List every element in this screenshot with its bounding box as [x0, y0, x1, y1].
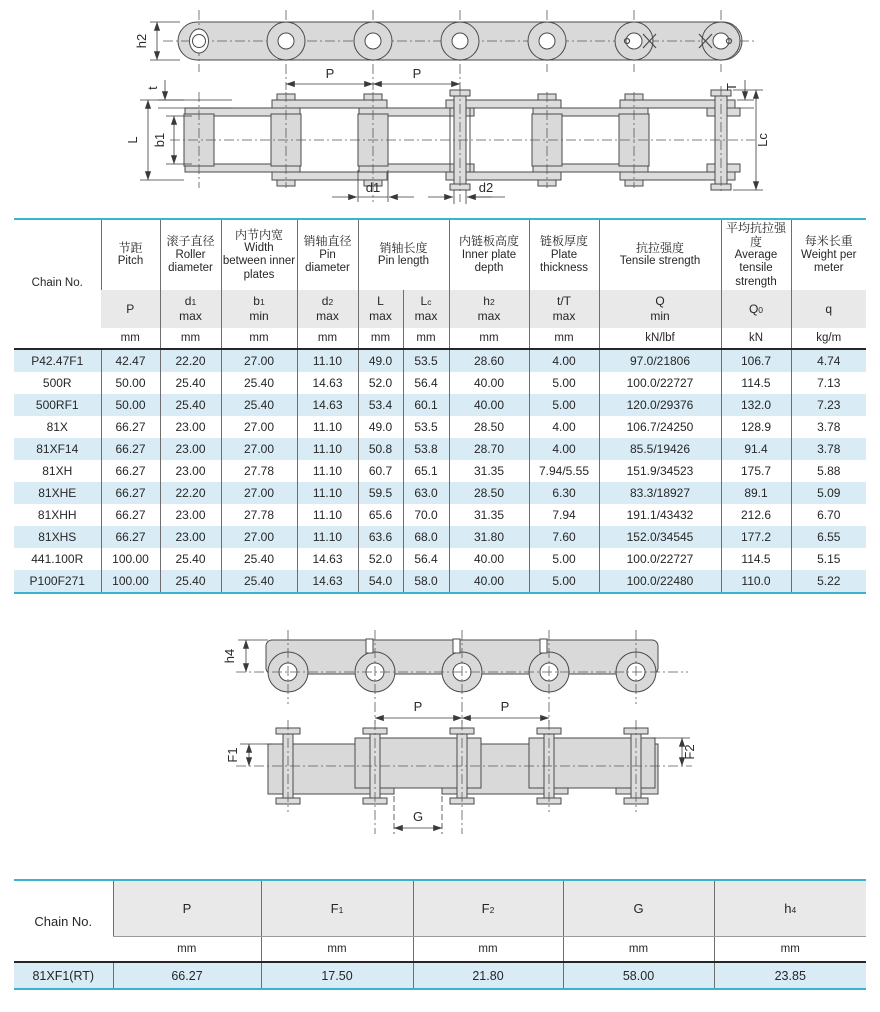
col-header-F2: F2 [413, 880, 563, 937]
value-cell: 28.50 [449, 416, 529, 438]
rt-chain-spec-table [14, 879, 866, 990]
value-cell: 60.7 [358, 460, 403, 482]
value-cell: 5.00 [529, 548, 599, 570]
dim-label-G: G [412, 809, 424, 824]
chain-no-cell: 81XHS [38, 530, 77, 544]
deep-link-chain-drawing [0, 620, 880, 865]
value-cell: 66.27 [101, 482, 160, 504]
value-cell: 25.40 [221, 570, 297, 593]
col-header-weight: 每米长重 Weight per meter [791, 219, 866, 290]
dim-label-L: L [125, 136, 140, 144]
unit-cell: mm [160, 328, 221, 349]
value-cell: 65.6 [358, 504, 403, 526]
value-cell: 31.35 [449, 460, 529, 482]
chain-no-cell: 81XHE [38, 486, 77, 500]
dim-label-p-left: P [325, 66, 335, 81]
col-header-pitch: 节距 Pitch [101, 219, 160, 290]
table-row [14, 416, 866, 438]
value-cell: 25.40 [221, 372, 297, 394]
value-cell: 23.00 [160, 504, 221, 526]
dim-label-t: t [145, 86, 160, 90]
value-cell: 49.0 [358, 349, 403, 372]
sym-b1: b1 min [221, 290, 297, 328]
value-cell: 7.94/5.55 [529, 460, 599, 482]
value-cell: 25.40 [221, 394, 297, 416]
value-cell: 54.0 [358, 570, 403, 593]
value-cell: 152.0/34545 [599, 526, 721, 548]
plan-view [134, 10, 757, 90]
col-header-inner-width: 内节内宽 Width between inner plates [221, 219, 297, 290]
value-cell: 27.00 [221, 438, 297, 460]
value-cell: 5.00 [529, 570, 599, 593]
value-cell: 106.7/24250 [599, 416, 721, 438]
sym-L: L max [358, 290, 403, 328]
unit-cell: mm [563, 937, 714, 963]
value-cell: 25.40 [221, 548, 297, 570]
dim-label-p-right: P [412, 66, 422, 81]
value-cell: 5.00 [529, 372, 599, 394]
chain-no-cell: 441.100R [31, 552, 84, 566]
value-cell: 6.70 [791, 504, 866, 526]
dim-label-Lc: Lc [755, 133, 770, 147]
value-cell: 40.00 [449, 570, 529, 593]
value-cell: 63.6 [358, 526, 403, 548]
dim-label-d2: d2 [478, 180, 494, 195]
value-cell: 177.2 [721, 526, 791, 548]
col-header-chain-no: Chain No. [14, 219, 101, 349]
value-cell: 66.27 [113, 962, 261, 989]
value-cell: 56.4 [403, 372, 449, 394]
value-cell: 50.00 [101, 394, 160, 416]
sym-Q0: Q0 [721, 290, 791, 328]
value-cell: 66.27 [101, 504, 160, 526]
unit-cell: mm [714, 937, 866, 963]
value-cell: 3.78 [791, 416, 866, 438]
value-cell: 66.27 [101, 416, 160, 438]
value-cell: 63.0 [403, 482, 449, 504]
unit-cell: kN/lbf [599, 328, 721, 349]
value-cell: 66.27 [101, 526, 160, 548]
value-cell: 7.60 [529, 526, 599, 548]
value-cell: 68.0 [403, 526, 449, 548]
value-cell: 114.5 [721, 372, 791, 394]
value-cell: 14.63 [297, 548, 358, 570]
col-header-tensile-strength: 抗拉强度 Tensile strength [599, 219, 721, 290]
value-cell: 11.10 [297, 482, 358, 504]
sym-tT: t/T max [529, 290, 599, 328]
value-cell: 27.00 [221, 416, 297, 438]
chain-no-cell: 81XF1(RT) [32, 968, 95, 983]
dim-label-T: T [724, 83, 739, 91]
value-cell: 31.80 [449, 526, 529, 548]
sym-d1: d1 max [160, 290, 221, 328]
dim-label-F2: F2 [682, 744, 697, 760]
value-cell: 50.00 [101, 372, 160, 394]
unit-cell: mm [449, 328, 529, 349]
col-header-average-tensile: 平均抗拉强度 Average tensile strength [721, 219, 791, 290]
value-cell: 100.0/22727 [599, 372, 721, 394]
chain-no-cell: 81X [46, 420, 68, 434]
unit-cell: mm [403, 328, 449, 349]
col-header-G: G [563, 880, 714, 937]
dim-label-h2: h2 [134, 33, 149, 49]
value-cell: 5.22 [791, 570, 866, 593]
value-cell: 5.15 [791, 548, 866, 570]
value-cell: 4.00 [529, 438, 599, 460]
value-cell: 106.7 [721, 349, 791, 372]
chain-no-cell: P42.47F1 [31, 354, 84, 368]
value-cell: 6.30 [529, 482, 599, 504]
value-cell: 21.80 [413, 962, 563, 989]
value-cell: 3.78 [791, 438, 866, 460]
value-cell: 11.10 [297, 526, 358, 548]
value-cell: 49.0 [358, 416, 403, 438]
value-cell: 212.6 [721, 504, 791, 526]
value-cell: 23.85 [714, 962, 866, 989]
unit-cell: mm [261, 937, 413, 963]
unit-cell: mm [113, 937, 261, 963]
unit-cell: kg/m [791, 328, 866, 349]
value-cell: 191.1/43432 [599, 504, 721, 526]
sym-Q: Q min [599, 290, 721, 328]
value-cell: 11.10 [297, 504, 358, 526]
col-header-pin-length: 销轴长度 Pin length [358, 219, 449, 290]
table-row [14, 570, 866, 593]
sym-Lc: Lc max [403, 290, 449, 328]
value-cell: 23.00 [160, 416, 221, 438]
sym-q: q [791, 290, 866, 328]
value-cell: 42.47 [101, 349, 160, 372]
value-cell: 100.0/22480 [599, 570, 721, 593]
value-cell: 25.40 [160, 570, 221, 593]
col-header-F1: F1 [261, 880, 413, 937]
value-cell: 25.40 [160, 394, 221, 416]
dim-label-b1: b1 [152, 132, 167, 148]
col-header-pin-diameter: 销轴直径 Pin diameter [297, 219, 358, 290]
value-cell: 58.0 [403, 570, 449, 593]
value-cell: 11.10 [297, 416, 358, 438]
sym-P: P [101, 290, 160, 328]
value-cell: 23.00 [160, 438, 221, 460]
value-cell: 70.0 [403, 504, 449, 526]
table-row [14, 349, 866, 372]
chain-no-cell: 81XH [42, 464, 73, 478]
chain-no-cell: 500R [42, 376, 72, 390]
unit-cell: mm [413, 937, 563, 963]
value-cell: 25.40 [160, 372, 221, 394]
value-cell: 56.4 [403, 548, 449, 570]
value-cell: 40.00 [449, 394, 529, 416]
dim-label-p-right: P [500, 699, 510, 714]
table-row [14, 482, 866, 504]
table-row [14, 504, 866, 526]
value-cell: 5.88 [791, 460, 866, 482]
value-cell: 50.8 [358, 438, 403, 460]
value-cell: 100.00 [101, 570, 160, 593]
chain-no-cell: P100F271 [29, 574, 85, 588]
value-cell: 59.5 [358, 482, 403, 504]
value-cell: 5.09 [791, 482, 866, 504]
value-cell: 27.00 [221, 482, 297, 504]
value-cell: 7.23 [791, 394, 866, 416]
value-cell: 14.63 [297, 394, 358, 416]
value-cell: 27.78 [221, 504, 297, 526]
value-cell: 65.1 [403, 460, 449, 482]
value-cell: 22.20 [160, 482, 221, 504]
table-row [14, 438, 866, 460]
value-cell: 91.4 [721, 438, 791, 460]
table-row [14, 526, 866, 548]
value-cell: 27.00 [221, 349, 297, 372]
chain-no-cell: 81XF14 [36, 442, 79, 456]
value-cell: 110.0 [721, 570, 791, 593]
value-cell: 53.5 [403, 416, 449, 438]
elevation-view [225, 720, 697, 834]
value-cell: 66.27 [101, 438, 160, 460]
plan-view [222, 630, 688, 724]
value-cell: 58.00 [563, 962, 714, 989]
value-cell: 4.74 [791, 349, 866, 372]
table-row [14, 548, 866, 570]
value-cell: 14.63 [297, 372, 358, 394]
table-row [14, 460, 866, 482]
value-cell: 4.00 [529, 416, 599, 438]
unit-cell: mm [358, 328, 403, 349]
value-cell: 89.1 [721, 482, 791, 504]
value-cell: 11.10 [297, 460, 358, 482]
col-header-h4: h4 [714, 880, 866, 937]
dim-label-d1: d1 [365, 180, 381, 195]
value-cell: 28.60 [449, 349, 529, 372]
chain-spec-table [14, 218, 866, 594]
value-cell: 53.5 [403, 349, 449, 372]
unit-cell: mm [221, 328, 297, 349]
value-cell: 100.00 [101, 548, 160, 570]
value-cell: 53.8 [403, 438, 449, 460]
value-cell: 83.3/18927 [599, 482, 721, 504]
table-row [14, 962, 866, 989]
value-cell: 6.55 [791, 526, 866, 548]
unit-cell: kN [721, 328, 791, 349]
value-cell: 23.00 [160, 460, 221, 482]
value-cell: 60.1 [403, 394, 449, 416]
dim-label-F1: F1 [225, 747, 240, 763]
value-cell: 7.13 [791, 372, 866, 394]
value-cell: 40.00 [449, 548, 529, 570]
value-cell: 11.10 [297, 349, 358, 372]
value-cell: 14.63 [297, 570, 358, 593]
value-cell: 128.9 [721, 416, 791, 438]
value-cell: 97.0/21806 [599, 349, 721, 372]
value-cell: 114.5 [721, 548, 791, 570]
col-header-P: P [113, 880, 261, 937]
value-cell: 40.00 [449, 372, 529, 394]
value-cell: 4.00 [529, 349, 599, 372]
value-cell: 52.0 [358, 372, 403, 394]
chain-no-cell: 81XHH [37, 508, 77, 522]
value-cell: 28.50 [449, 482, 529, 504]
col-header-chain-no: Chain No. [14, 880, 113, 962]
value-cell: 5.00 [529, 394, 599, 416]
table-row [14, 372, 866, 394]
roller-chain-drawing [0, 0, 880, 218]
value-cell: 66.27 [101, 460, 160, 482]
value-cell: 120.0/29376 [599, 394, 721, 416]
value-cell: 151.9/34523 [599, 460, 721, 482]
value-cell: 23.00 [160, 526, 221, 548]
col-header-inner-plate-depth: 内链板高度 Inner plate depth [449, 219, 529, 290]
value-cell: 22.20 [160, 349, 221, 372]
side-view [125, 80, 770, 204]
sym-h2: h2 max [449, 290, 529, 328]
value-cell: 27.00 [221, 526, 297, 548]
unit-cell: mm [529, 328, 599, 349]
value-cell: 100.0/22727 [599, 548, 721, 570]
value-cell: 7.94 [529, 504, 599, 526]
unit-cell: mm [101, 328, 160, 349]
value-cell: 175.7 [721, 460, 791, 482]
dim-label-p-left: P [413, 699, 423, 714]
value-cell: 25.40 [160, 548, 221, 570]
chain-no-cell: 500RF1 [35, 398, 79, 412]
value-cell: 28.70 [449, 438, 529, 460]
value-cell: 132.0 [721, 394, 791, 416]
unit-cell: mm [297, 328, 358, 349]
value-cell: 11.10 [297, 438, 358, 460]
table-row [14, 394, 866, 416]
value-cell: 85.5/19426 [599, 438, 721, 460]
value-cell: 53.4 [358, 394, 403, 416]
value-cell: 27.78 [221, 460, 297, 482]
dim-label-h4: h4 [222, 648, 237, 664]
col-header-roller-diameter: 滚子直径 Roller diameter [160, 219, 221, 290]
value-cell: 17.50 [261, 962, 413, 989]
value-cell: 31.35 [449, 504, 529, 526]
col-header-plate-thickness: 链板厚度 Plate thickness [529, 219, 599, 290]
sym-d2: d2 max [297, 290, 358, 328]
value-cell: 52.0 [358, 548, 403, 570]
